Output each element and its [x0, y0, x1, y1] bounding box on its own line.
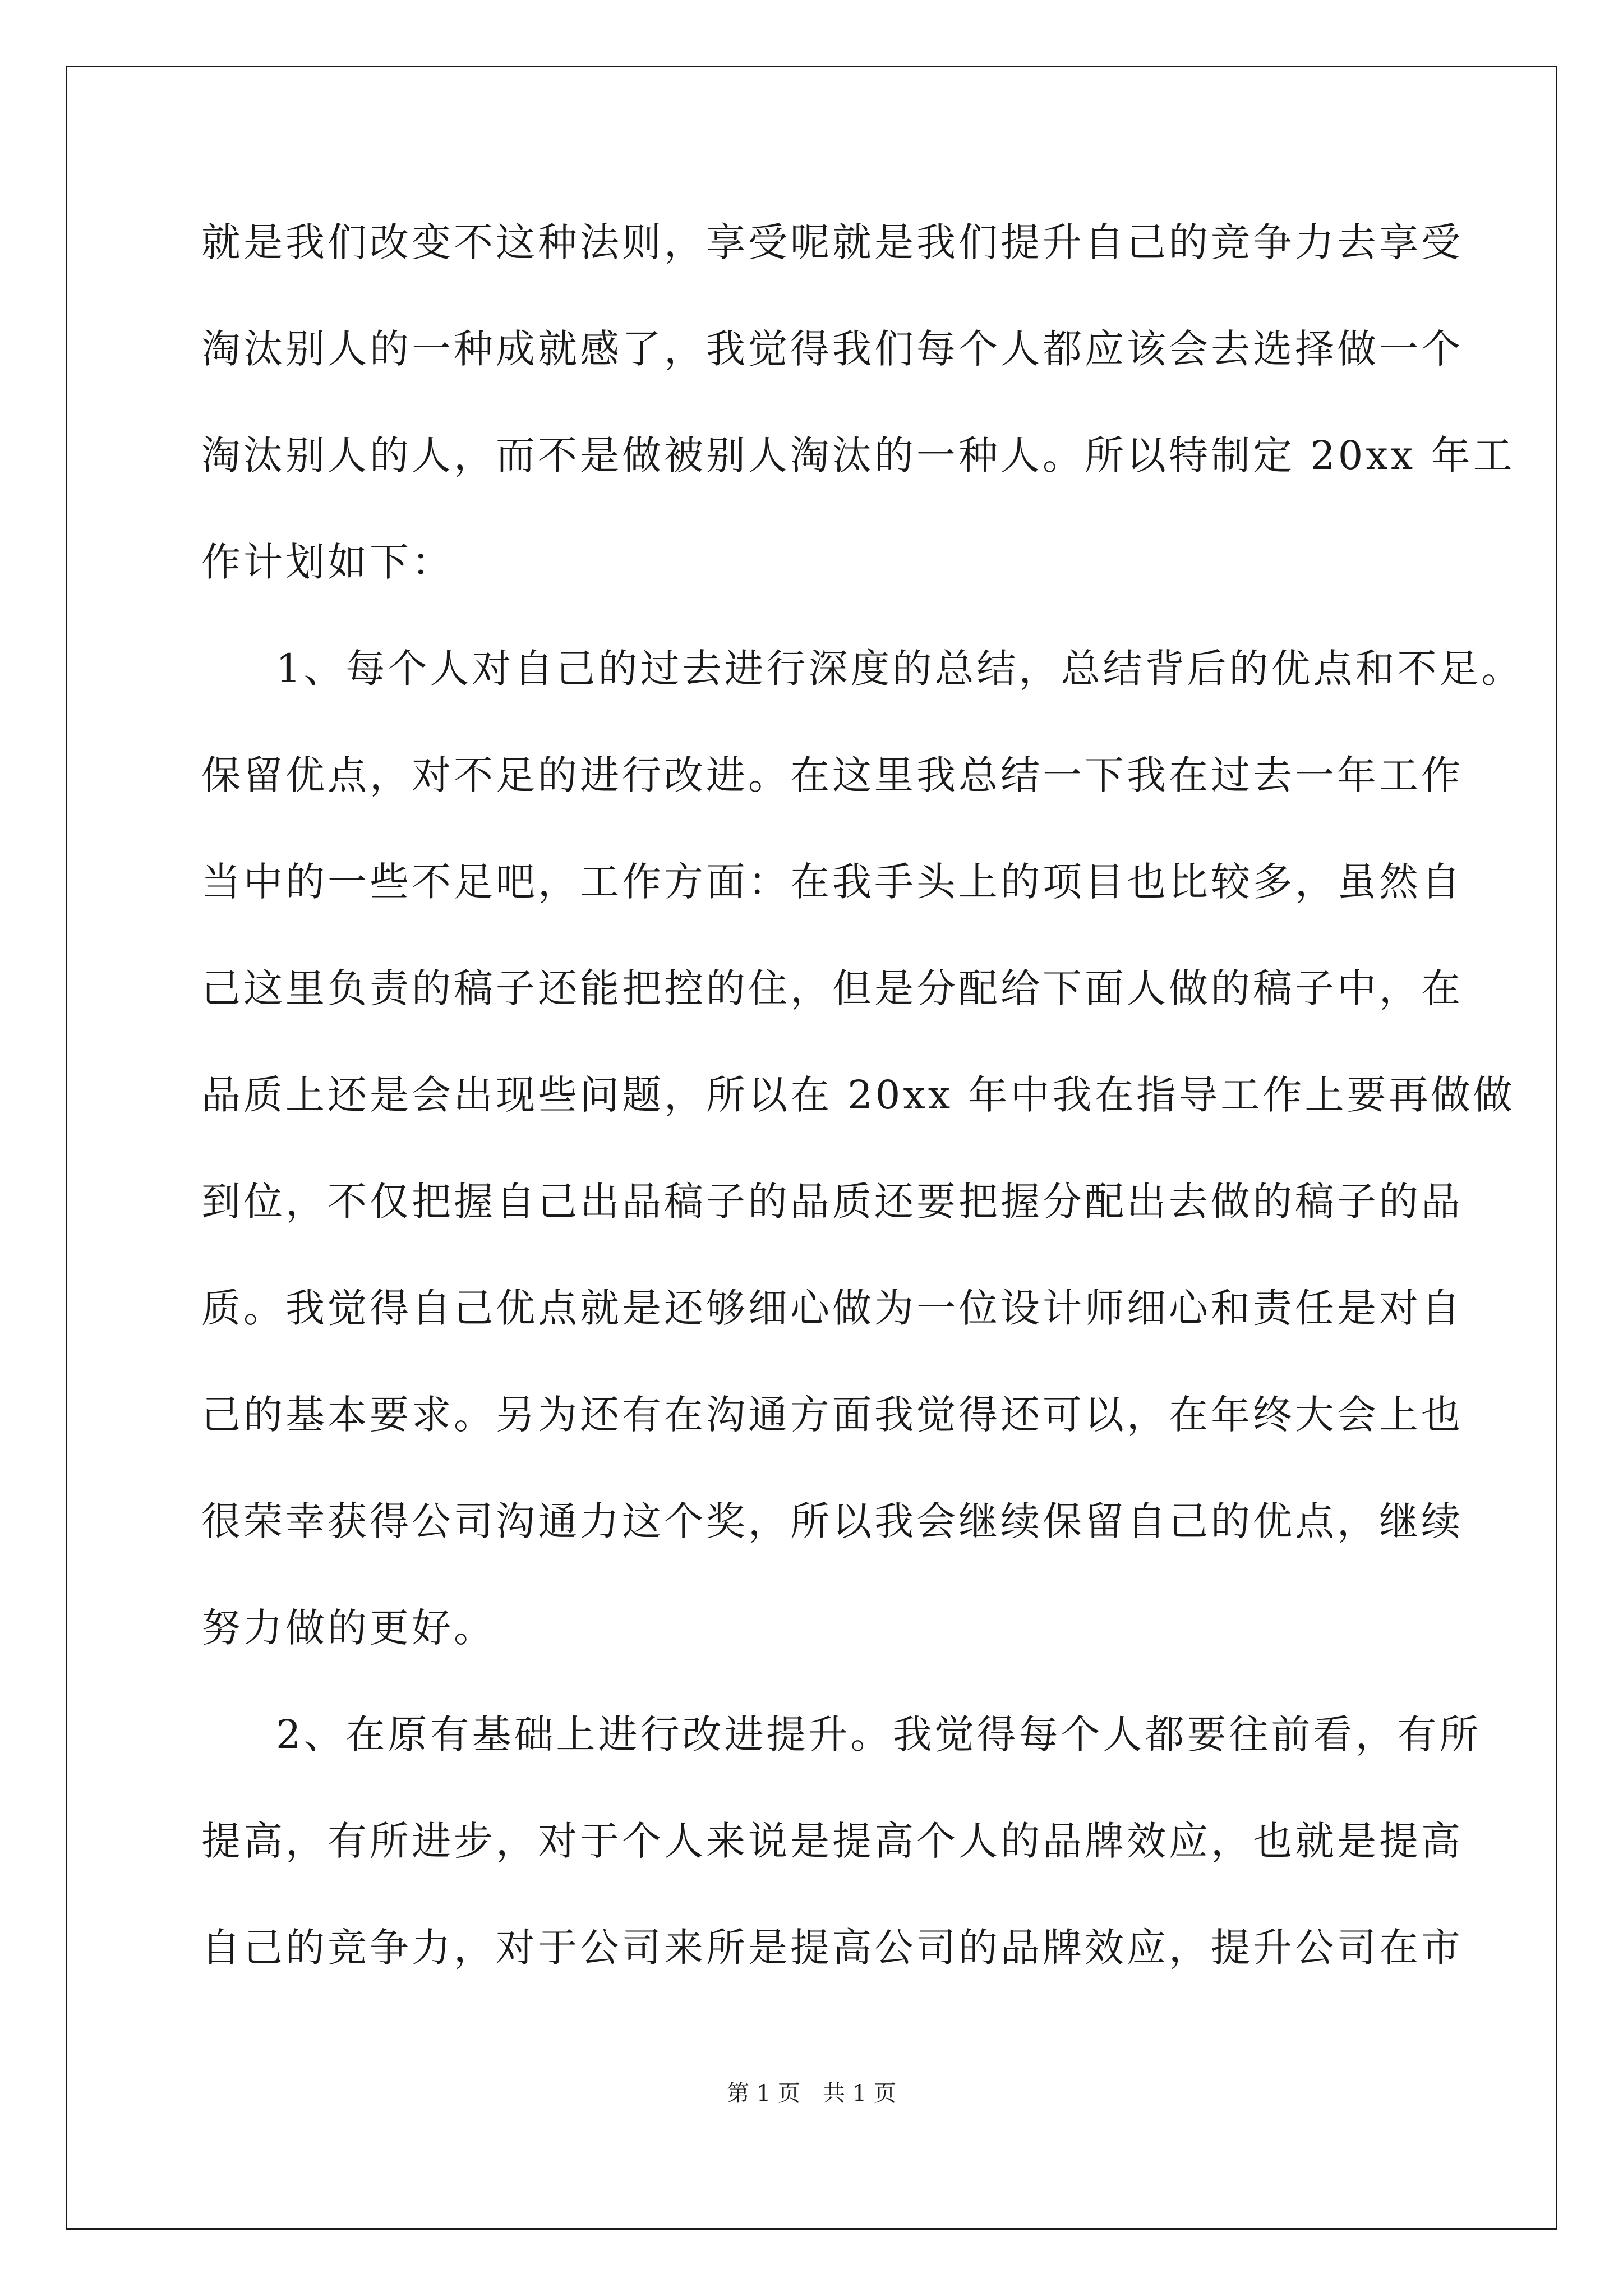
text-line: 质。我觉得自己优点就是还够细心做为一位设计师细心和责任是对自	[201, 1285, 1463, 1331]
text-line: 自己的竞争力，对于公司来所是提高公司的品牌效应，提升公司在市	[201, 1925, 1463, 1971]
page-number-footer: 第 1 页 共 1 页	[727, 2081, 896, 2106]
text-line: 当中的一些不足吧，工作方面：在我手头上的项目也比较多，虽然自	[201, 859, 1463, 905]
text-line: 保留优点，对不足的进行改进。在这里我总结一下我在过去一年工作	[201, 752, 1463, 798]
text-line: 提高，有所进步，对于个人来说是提高个人的品牌效应，也就是提高	[201, 1818, 1463, 1864]
text-line: 到位，不仅把握自己出品稿子的品质还要把握分配出去做的稿子的品	[201, 1179, 1463, 1225]
text-line: 淘汰别人的人，而不是做被别人淘汰的一种人。所以特制定 20xx 年工	[201, 432, 1515, 478]
text-line: 品质上还是会出现些问题，所以在 20xx 年中我在指导工作上要再做做	[201, 1072, 1515, 1118]
text-line: 就是我们改变不这种法则，享受呢就是我们提升自己的竞争力去享受	[201, 219, 1463, 265]
text-line: 作计划如下：	[201, 539, 454, 585]
paragraph-start-line: 1、每个人对自己的过去进行深度的总结，总结背后的优点和不足。	[276, 646, 1524, 692]
text-line: 己的基本要求。另为还有在沟通方面我觉得还可以，在年终大会上也	[201, 1392, 1463, 1438]
page-border	[66, 66, 1557, 2230]
text-line: 努力做的更好。	[201, 1605, 496, 1651]
paragraph-start-line: 2、在原有基础上进行改进提升。我觉得每个人都要往前看，有所	[276, 1711, 1482, 1757]
text-line: 很荣幸获得公司沟通力这个奖，所以我会继续保留自己的优点，继续	[201, 1498, 1463, 1544]
text-line: 淘汰别人的一种成就感了，我觉得我们每个人都应该会去选择做一个	[201, 326, 1463, 372]
text-line: 己这里负责的稿子还能把控的住，但是分配给下面人做的稿子中，在	[201, 965, 1463, 1011]
